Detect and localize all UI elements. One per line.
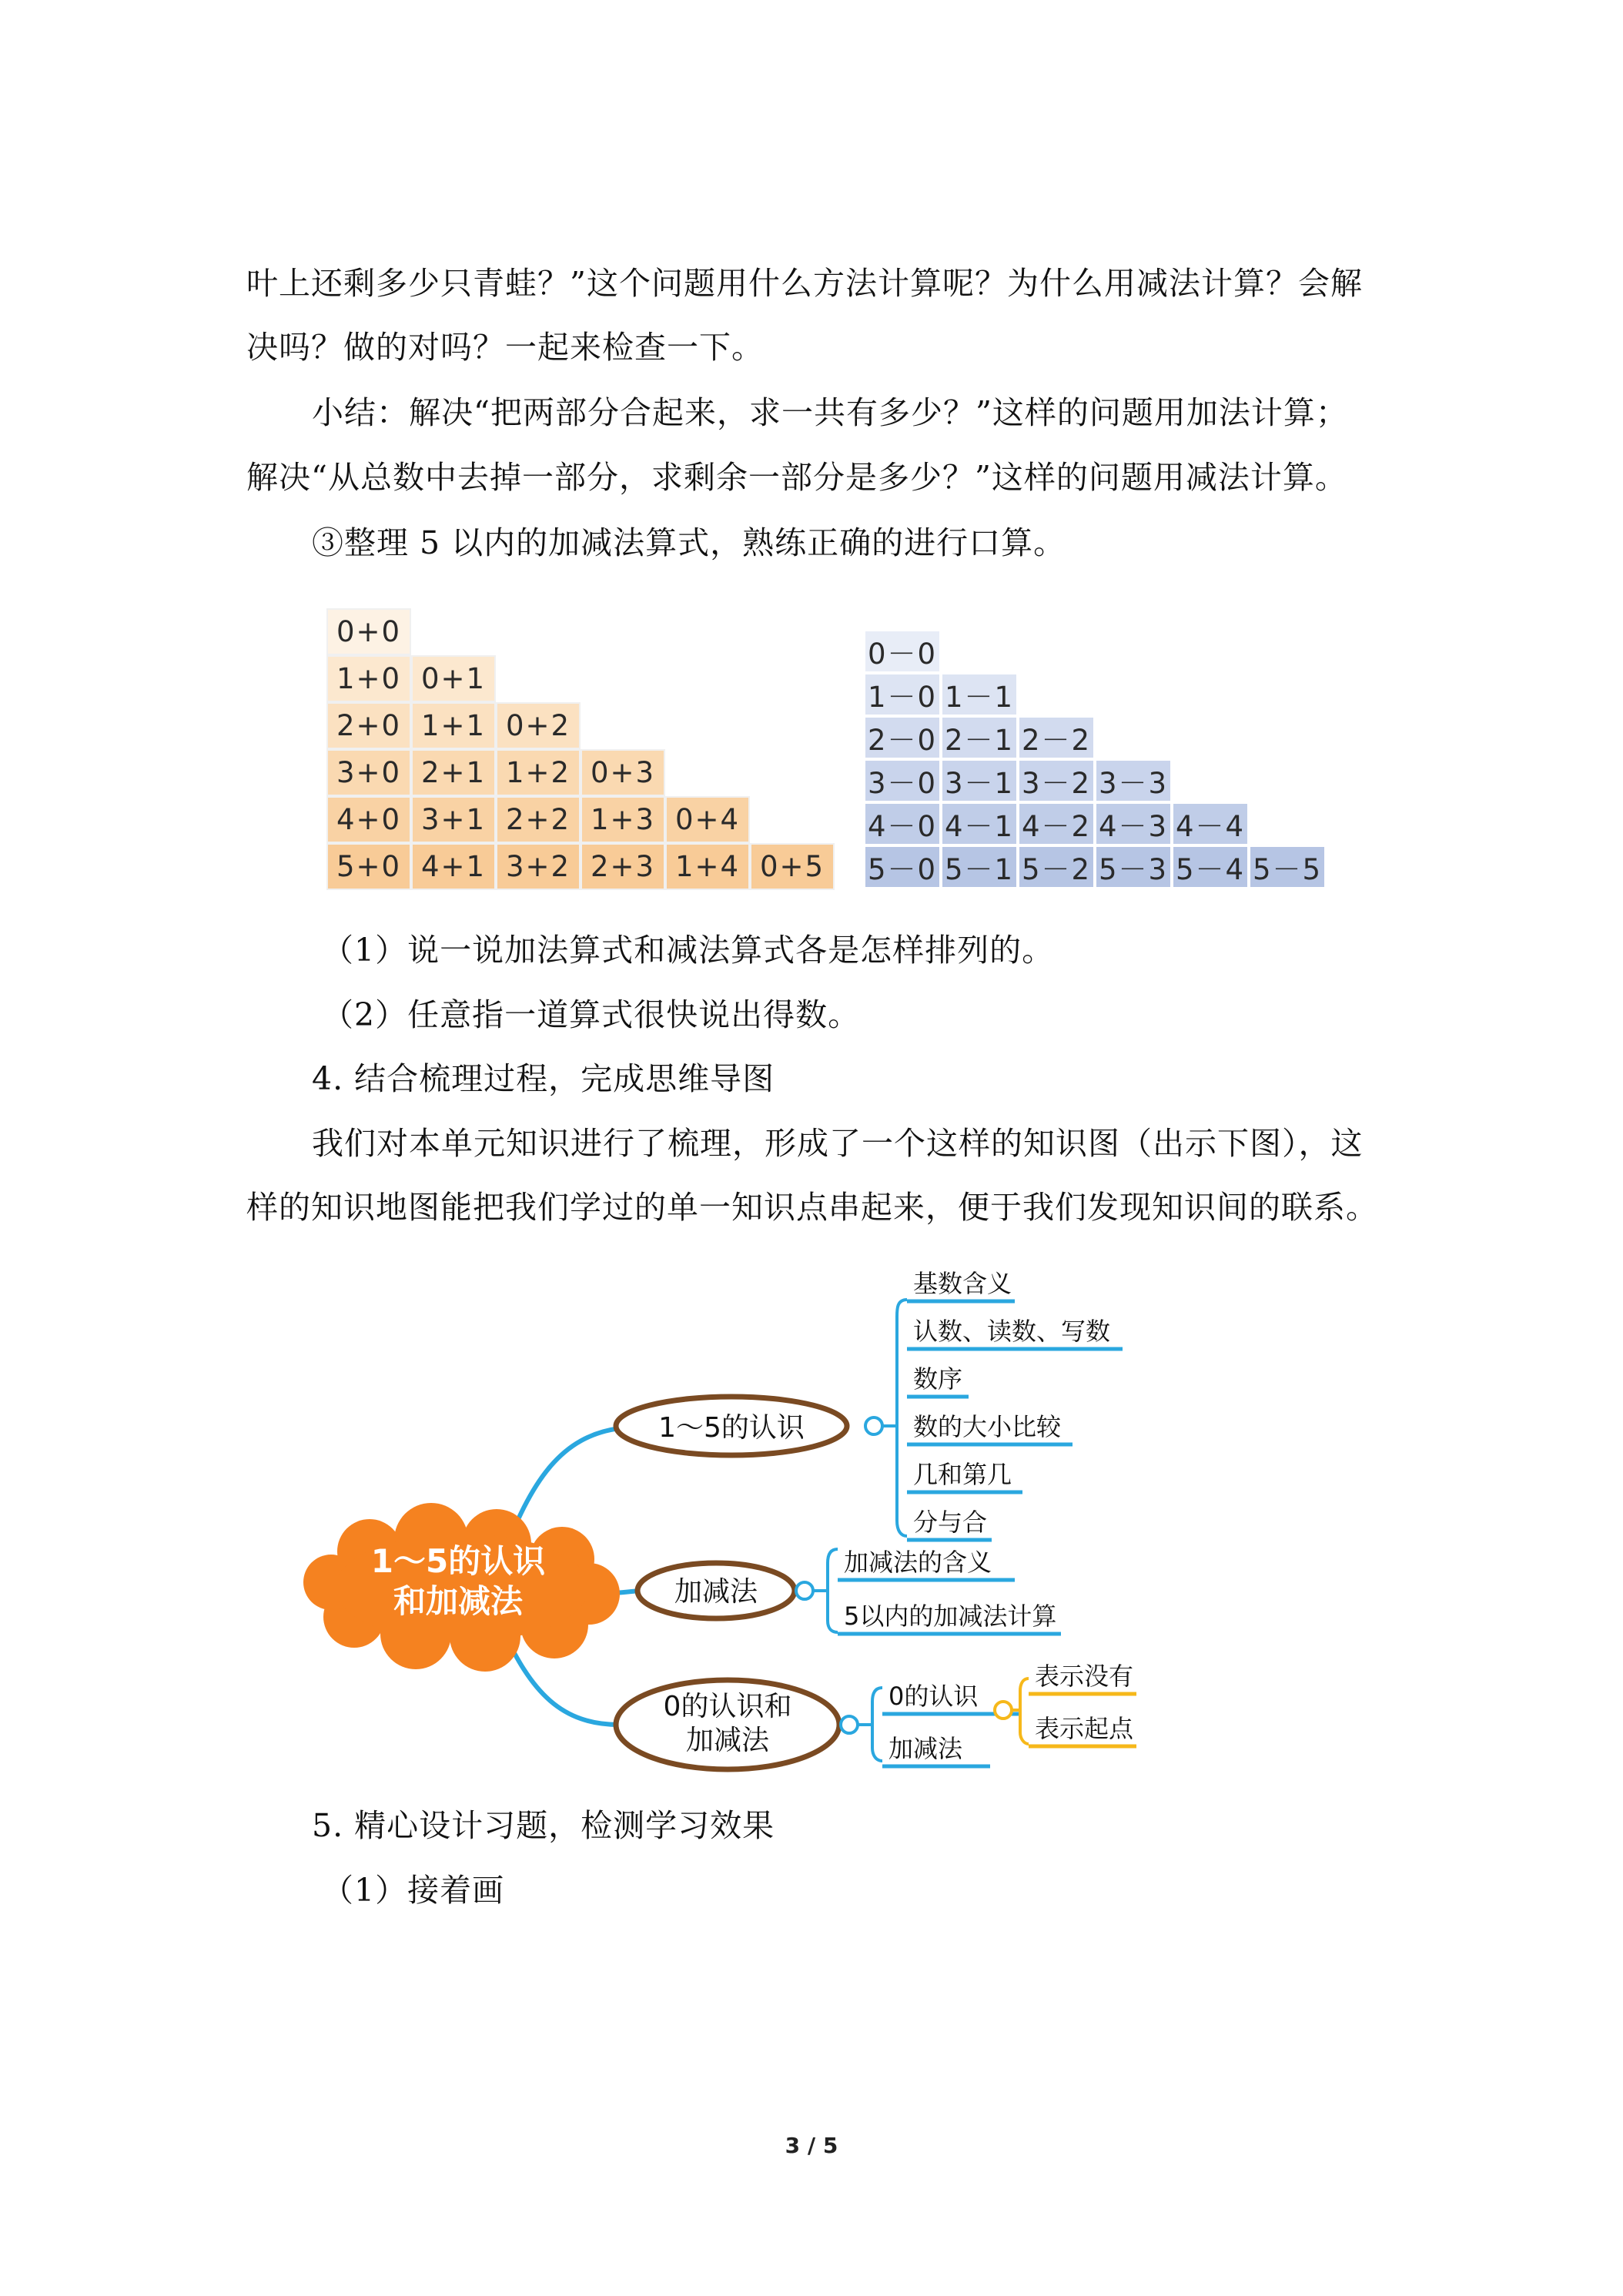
- paragraph-line: 叶上还剩多少只青蛙？”这个问题用什么方法计算呢？为什么用减法计算？会解: [246, 265, 1363, 302]
- branch-1-item: 几和第几: [913, 1460, 1012, 1489]
- table-cell: 4－4: [1172, 802, 1249, 845]
- table-cell: 2－2: [1018, 716, 1095, 759]
- table-cell: 5－3: [1095, 845, 1172, 889]
- sub-branch-item: 表示没有: [1035, 1662, 1134, 1691]
- summary-line: 解决“从总数中去掉一部分，求剩余一部分是多少？”这样的问题用减法计算。: [246, 459, 1347, 496]
- table-cell: 3－2: [1018, 759, 1095, 802]
- table-cell: 1+4: [665, 843, 750, 890]
- branch-1-label: 1～5的认识: [658, 1412, 805, 1444]
- section-4-heading: 4. 结合梳理过程，完成思维导图: [312, 1060, 775, 1097]
- page-number: 3 / 5: [785, 2133, 838, 2158]
- table-cell: 0+3: [581, 749, 665, 796]
- table-cell: 2－1: [941, 716, 1018, 759]
- table-cell: 1－1: [941, 673, 1018, 716]
- table-cell: 1+3: [581, 796, 665, 843]
- table-cell: 4+0: [326, 796, 411, 843]
- section-4-line: 我们对本单元知识进行了梳理，形成了一个这样的知识图（出示下图），这: [312, 1125, 1364, 1162]
- section-4-line: 样的知识地图能把我们学过的单一知识点串起来，便于我们发现知识间的联系。: [246, 1189, 1378, 1226]
- paragraph-line: 决吗？做的对吗？一起来检查一下。: [246, 329, 764, 366]
- table-cell: 5－4: [1172, 845, 1249, 889]
- table-cell: 0－0: [864, 630, 941, 673]
- table-cell: 4－0: [864, 802, 941, 845]
- branch-1-item: 数序: [913, 1364, 963, 1394]
- branch-2-collapse-icon[interactable]: [796, 1582, 813, 1599]
- table-cell: 2－0: [864, 716, 941, 759]
- question-1: （1）说一说加法算式和减法算式各是怎样排列的。: [322, 932, 1055, 969]
- mind-map: [0, 1247, 1623, 1786]
- table-cell: 1+0: [326, 655, 411, 702]
- table-cell: 3+1: [411, 796, 496, 843]
- table-cell: 3+0: [326, 749, 411, 796]
- branch-2-label: 加减法: [674, 1576, 758, 1608]
- branch-3-item: 加减法: [888, 1734, 963, 1763]
- table-cell: 5－1: [941, 845, 1018, 889]
- mindmap-root-title: 和加减法: [393, 1582, 524, 1620]
- summary-line: 小结：解决“把两部分合起来，求一共有多少？”这样的问题用加法计算；: [312, 394, 1348, 431]
- table-cell: 5+0: [326, 843, 411, 890]
- sub-branch-collapse-icon[interactable]: [995, 1702, 1012, 1719]
- branch-3-label: 0的认识和: [663, 1691, 792, 1722]
- section-5-heading: 5. 精心设计习题，检测学习效果: [312, 1807, 775, 1844]
- branch-2-item: 加减法的含义: [844, 1548, 992, 1577]
- branch-2-item: 5以内的加减法计算: [844, 1602, 1057, 1631]
- table-cell: 2+2: [496, 796, 581, 843]
- table-cell: 1+1: [411, 702, 496, 749]
- table-cell: 5－5: [1249, 845, 1326, 889]
- subtraction-table: [864, 630, 1326, 889]
- branch-1-collapse-icon[interactable]: [865, 1417, 882, 1434]
- table-cell: 2+1: [411, 749, 496, 796]
- sub-branch-item: 表示起点: [1035, 1714, 1134, 1743]
- mindmap-root-title: 1～5的认识: [370, 1542, 546, 1580]
- table-cell: 3－0: [864, 759, 941, 802]
- table-cell: 0+0: [326, 608, 411, 655]
- table-cell: 0+2: [496, 702, 581, 749]
- mindmap-root-cloud: [303, 1503, 620, 1672]
- table-cell: 5－0: [864, 845, 941, 889]
- table-cell: 3－3: [1095, 759, 1172, 802]
- table-cell: 2+0: [326, 702, 411, 749]
- table-cell: 0+1: [411, 655, 496, 702]
- addition-table: [326, 608, 835, 890]
- table-cell: 4－3: [1095, 802, 1172, 845]
- branch-3-label: 加减法: [685, 1725, 770, 1756]
- question-2: （2）任意指一道算式很快说出得数。: [322, 996, 861, 1033]
- step3-heading: ③整理 5 以内的加减法算式，熟练正确的进行口算。: [312, 524, 1066, 561]
- table-cell: 3－1: [941, 759, 1018, 802]
- table-cell: 3+2: [496, 843, 581, 890]
- table-cell: 1－0: [864, 673, 941, 716]
- section-5-question: （1）接着画: [322, 1872, 505, 1909]
- branch-1-item: 基数含义: [913, 1269, 1012, 1298]
- table-cell: 1+2: [496, 749, 581, 796]
- table-cell: 0+4: [665, 796, 750, 843]
- branch-1-item: 分与合: [913, 1508, 988, 1537]
- branch-1-item: 认数、读数、写数: [913, 1317, 1111, 1346]
- table-cell: 0+5: [750, 843, 835, 890]
- branch-3-item: 0的认识: [888, 1682, 979, 1711]
- branch-1-item: 数的大小比较: [913, 1412, 1062, 1441]
- table-cell: 4+1: [411, 843, 496, 890]
- table-cell: 2+3: [581, 843, 665, 890]
- branch-3-collapse-icon[interactable]: [841, 1716, 858, 1733]
- table-cell: 4－1: [941, 802, 1018, 845]
- table-cell: 5－2: [1018, 845, 1095, 889]
- table-cell: 4－2: [1018, 802, 1095, 845]
